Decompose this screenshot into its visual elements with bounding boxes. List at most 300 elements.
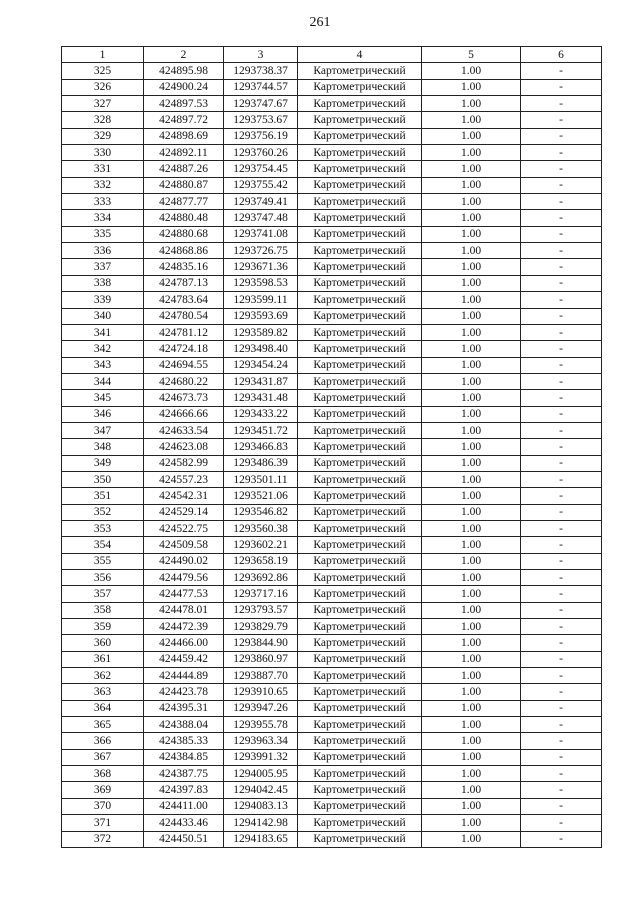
x-coordinate-cell: 424385.33 (144, 733, 224, 749)
method-cell: Картометрический (298, 651, 422, 667)
method-cell: Картометрический (298, 63, 422, 79)
note-cell: - (521, 79, 602, 95)
point-number-cell: 362 (62, 668, 144, 684)
table-row (62, 520, 602, 536)
accuracy-cell: 1.00 (422, 570, 521, 586)
y-coordinate-cell: 1293598.53 (224, 275, 298, 291)
y-coordinate-cell: 1293589.82 (224, 324, 298, 340)
table-row (62, 357, 602, 373)
accuracy-cell: 1.00 (422, 520, 521, 536)
point-number-cell: 372 (62, 831, 144, 847)
accuracy-cell: 1.00 (422, 700, 521, 716)
note-cell: - (521, 700, 602, 716)
note-cell: - (521, 145, 602, 161)
table-row (62, 79, 602, 95)
point-number-cell: 333 (62, 194, 144, 210)
method-cell: Картометрический (298, 259, 422, 275)
table-row (62, 717, 602, 733)
y-coordinate-cell: 1294183.65 (224, 831, 298, 847)
accuracy-cell: 1.00 (422, 471, 521, 487)
header-row (62, 47, 602, 63)
accuracy-cell: 1.00 (422, 373, 521, 389)
point-number-cell: 348 (62, 439, 144, 455)
table-row (62, 831, 602, 847)
x-coordinate-cell: 424633.54 (144, 422, 224, 438)
y-coordinate-cell: 1293501.11 (224, 471, 298, 487)
note-cell: - (521, 161, 602, 177)
table-row (62, 194, 602, 210)
note-cell: - (521, 259, 602, 275)
y-coordinate-cell: 1293692.86 (224, 570, 298, 586)
method-cell: Картометрический (298, 243, 422, 259)
point-number-cell: 332 (62, 177, 144, 193)
method-cell: Картометрический (298, 373, 422, 389)
table-row (62, 668, 602, 684)
table-row (62, 537, 602, 553)
y-coordinate-cell: 1293454.24 (224, 357, 298, 373)
accuracy-cell: 1.00 (422, 63, 521, 79)
method-cell: Картометрический (298, 390, 422, 406)
method-cell: Картометрический (298, 831, 422, 847)
y-coordinate-cell: 1293498.40 (224, 341, 298, 357)
y-coordinate-cell: 1293991.32 (224, 749, 298, 765)
x-coordinate-cell: 424781.12 (144, 324, 224, 340)
table-row (62, 161, 602, 177)
note-cell: - (521, 782, 602, 798)
method-cell: Картометрический (298, 357, 422, 373)
point-number-cell: 340 (62, 308, 144, 324)
note-cell: - (521, 798, 602, 814)
y-coordinate-cell: 1293521.06 (224, 488, 298, 504)
x-coordinate-cell: 424479.56 (144, 570, 224, 586)
point-number-cell: 356 (62, 570, 144, 586)
accuracy-cell: 1.00 (422, 259, 521, 275)
point-number-cell: 325 (62, 63, 144, 79)
note-cell: - (521, 520, 602, 536)
point-number-cell: 357 (62, 586, 144, 602)
accuracy-cell: 1.00 (422, 357, 521, 373)
note-cell: - (521, 275, 602, 291)
table-row (62, 308, 602, 324)
x-coordinate-cell: 424877.77 (144, 194, 224, 210)
x-coordinate-cell: 424724.18 (144, 341, 224, 357)
method-cell: Картометрический (298, 504, 422, 520)
point-number-cell: 367 (62, 749, 144, 765)
table-row (62, 373, 602, 389)
note-cell: - (521, 537, 602, 553)
y-coordinate-cell: 1293754.45 (224, 161, 298, 177)
note-cell: - (521, 373, 602, 389)
y-coordinate-cell: 1293744.57 (224, 79, 298, 95)
note-cell: - (521, 63, 602, 79)
note-cell: - (521, 570, 602, 586)
point-number-cell: 330 (62, 145, 144, 161)
method-cell: Картометрический (298, 324, 422, 340)
note-cell: - (521, 210, 602, 226)
point-number-cell: 368 (62, 766, 144, 782)
x-coordinate-cell: 424397.83 (144, 782, 224, 798)
accuracy-cell: 1.00 (422, 210, 521, 226)
x-coordinate-cell: 424880.48 (144, 210, 224, 226)
method-cell: Картометрический (298, 520, 422, 536)
note-cell: - (521, 651, 602, 667)
method-cell: Картометрический (298, 308, 422, 324)
note-cell: - (521, 684, 602, 700)
column-header: 4 (298, 47, 422, 63)
note-cell: - (521, 112, 602, 128)
point-number-cell: 346 (62, 406, 144, 422)
y-coordinate-cell: 1293747.67 (224, 96, 298, 112)
point-number-cell: 351 (62, 488, 144, 504)
x-coordinate-cell: 424490.02 (144, 553, 224, 569)
accuracy-cell: 1.00 (422, 668, 521, 684)
x-coordinate-cell: 424459.42 (144, 651, 224, 667)
y-coordinate-cell: 1293755.42 (224, 177, 298, 193)
accuracy-cell: 1.00 (422, 586, 521, 602)
point-number-cell: 366 (62, 733, 144, 749)
y-coordinate-cell: 1293599.11 (224, 292, 298, 308)
table-row (62, 210, 602, 226)
x-coordinate-cell: 424680.22 (144, 373, 224, 389)
note-cell: - (521, 619, 602, 635)
y-coordinate-cell: 1293486.39 (224, 455, 298, 471)
x-coordinate-cell: 424898.69 (144, 128, 224, 144)
table-row (62, 586, 602, 602)
point-number-cell: 363 (62, 684, 144, 700)
y-coordinate-cell: 1293433.22 (224, 406, 298, 422)
method-cell: Картометрический (298, 177, 422, 193)
method-cell: Картометрический (298, 684, 422, 700)
method-cell: Картометрический (298, 700, 422, 716)
accuracy-cell: 1.00 (422, 798, 521, 814)
table-row (62, 455, 602, 471)
note-cell: - (521, 668, 602, 684)
method-cell: Картометрический (298, 145, 422, 161)
x-coordinate-cell: 424787.13 (144, 275, 224, 291)
y-coordinate-cell: 1293887.70 (224, 668, 298, 684)
point-number-cell: 326 (62, 79, 144, 95)
method-cell: Картометрический (298, 798, 422, 814)
point-number-cell: 342 (62, 341, 144, 357)
note-cell: - (521, 831, 602, 847)
table-row (62, 700, 602, 716)
x-coordinate-cell: 424472.39 (144, 619, 224, 635)
table-row (62, 815, 602, 831)
accuracy-cell: 1.00 (422, 439, 521, 455)
y-coordinate-cell: 1293955.78 (224, 717, 298, 733)
coordinates-table (61, 46, 602, 848)
accuracy-cell: 1.00 (422, 815, 521, 831)
point-number-cell: 335 (62, 226, 144, 242)
note-cell: - (521, 194, 602, 210)
method-cell: Картометрический (298, 749, 422, 765)
table-row (62, 619, 602, 635)
point-number-cell: 358 (62, 602, 144, 618)
accuracy-cell: 1.00 (422, 749, 521, 765)
point-number-cell: 370 (62, 798, 144, 814)
method-cell: Картометрический (298, 537, 422, 553)
table-header (62, 47, 602, 63)
y-coordinate-cell: 1293593.69 (224, 308, 298, 324)
accuracy-cell: 1.00 (422, 275, 521, 291)
y-coordinate-cell: 1293602.21 (224, 537, 298, 553)
table-row (62, 782, 602, 798)
x-coordinate-cell: 424887.26 (144, 161, 224, 177)
accuracy-cell: 1.00 (422, 308, 521, 324)
accuracy-cell: 1.00 (422, 537, 521, 553)
method-cell: Картометрический (298, 112, 422, 128)
point-number-cell: 361 (62, 651, 144, 667)
y-coordinate-cell: 1293793.57 (224, 602, 298, 618)
point-number-cell: 369 (62, 782, 144, 798)
method-cell: Картометрический (298, 275, 422, 291)
table-row (62, 749, 602, 765)
accuracy-cell: 1.00 (422, 651, 521, 667)
accuracy-cell: 1.00 (422, 226, 521, 242)
x-coordinate-cell: 424900.24 (144, 79, 224, 95)
note-cell: - (521, 749, 602, 765)
note-cell: - (521, 455, 602, 471)
column-header: 3 (224, 47, 298, 63)
accuracy-cell: 1.00 (422, 292, 521, 308)
table-row (62, 651, 602, 667)
method-cell: Картометрический (298, 128, 422, 144)
accuracy-cell: 1.00 (422, 161, 521, 177)
table-row (62, 145, 602, 161)
x-coordinate-cell: 424880.68 (144, 226, 224, 242)
note-cell: - (521, 308, 602, 324)
accuracy-cell: 1.00 (422, 341, 521, 357)
y-coordinate-cell: 1293431.87 (224, 373, 298, 389)
x-coordinate-cell: 424450.51 (144, 831, 224, 847)
accuracy-cell: 1.00 (422, 390, 521, 406)
table-row (62, 602, 602, 618)
point-number-cell: 344 (62, 373, 144, 389)
y-coordinate-cell: 1293658.19 (224, 553, 298, 569)
x-coordinate-cell: 424897.72 (144, 112, 224, 128)
x-coordinate-cell: 424478.01 (144, 602, 224, 618)
method-cell: Картометрический (298, 602, 422, 618)
method-cell: Картометрический (298, 96, 422, 112)
method-cell: Картометрический (298, 766, 422, 782)
note-cell: - (521, 422, 602, 438)
x-coordinate-cell: 424835.16 (144, 259, 224, 275)
method-cell: Картометрический (298, 733, 422, 749)
point-number-cell: 364 (62, 700, 144, 716)
note-cell: - (521, 96, 602, 112)
note-cell: - (521, 292, 602, 308)
x-coordinate-cell: 424880.87 (144, 177, 224, 193)
table-row (62, 733, 602, 749)
table-row (62, 112, 602, 128)
x-coordinate-cell: 424868.86 (144, 243, 224, 259)
x-coordinate-cell: 424892.11 (144, 145, 224, 161)
accuracy-cell: 1.00 (422, 243, 521, 259)
method-cell: Картометрический (298, 161, 422, 177)
accuracy-cell: 1.00 (422, 79, 521, 95)
note-cell: - (521, 177, 602, 193)
point-number-cell: 328 (62, 112, 144, 128)
table-row (62, 504, 602, 520)
note-cell: - (521, 733, 602, 749)
point-number-cell: 336 (62, 243, 144, 259)
point-number-cell: 359 (62, 619, 144, 635)
method-cell: Картометрический (298, 194, 422, 210)
y-coordinate-cell: 1293466.83 (224, 439, 298, 455)
method-cell: Картометрический (298, 717, 422, 733)
accuracy-cell: 1.00 (422, 324, 521, 340)
accuracy-cell: 1.00 (422, 619, 521, 635)
point-number-cell: 347 (62, 422, 144, 438)
table-row (62, 766, 602, 782)
accuracy-cell: 1.00 (422, 602, 521, 618)
y-coordinate-cell: 1293560.38 (224, 520, 298, 536)
point-number-cell: 329 (62, 128, 144, 144)
point-number-cell: 353 (62, 520, 144, 536)
table-row (62, 553, 602, 569)
x-coordinate-cell: 424423.78 (144, 684, 224, 700)
y-coordinate-cell: 1293910.65 (224, 684, 298, 700)
table-row (62, 635, 602, 651)
table-row (62, 406, 602, 422)
point-number-cell: 337 (62, 259, 144, 275)
method-cell: Картометрический (298, 488, 422, 504)
accuracy-cell: 1.00 (422, 766, 521, 782)
note-cell: - (521, 390, 602, 406)
table-row (62, 177, 602, 193)
method-cell: Картометрический (298, 668, 422, 684)
point-number-cell: 360 (62, 635, 144, 651)
note-cell: - (521, 586, 602, 602)
y-coordinate-cell: 1293671.36 (224, 259, 298, 275)
note-cell: - (521, 717, 602, 733)
point-number-cell: 343 (62, 357, 144, 373)
accuracy-cell: 1.00 (422, 194, 521, 210)
point-number-cell: 350 (62, 471, 144, 487)
x-coordinate-cell: 424522.75 (144, 520, 224, 536)
accuracy-cell: 1.00 (422, 488, 521, 504)
table-row (62, 684, 602, 700)
column-header: 6 (521, 47, 602, 63)
y-coordinate-cell: 1293749.41 (224, 194, 298, 210)
table-row (62, 439, 602, 455)
table-row (62, 341, 602, 357)
table-row (62, 259, 602, 275)
x-coordinate-cell: 424542.31 (144, 488, 224, 504)
note-cell: - (521, 488, 602, 504)
accuracy-cell: 1.00 (422, 684, 521, 700)
method-cell: Картометрический (298, 341, 422, 357)
accuracy-cell: 1.00 (422, 733, 521, 749)
y-coordinate-cell: 1293546.82 (224, 504, 298, 520)
y-coordinate-cell: 1293431.48 (224, 390, 298, 406)
x-coordinate-cell: 424673.73 (144, 390, 224, 406)
x-coordinate-cell: 424411.00 (144, 798, 224, 814)
table-row (62, 488, 602, 504)
accuracy-cell: 1.00 (422, 553, 521, 569)
accuracy-cell: 1.00 (422, 96, 521, 112)
note-cell: - (521, 357, 602, 373)
y-coordinate-cell: 1293760.26 (224, 145, 298, 161)
x-coordinate-cell: 424557.23 (144, 471, 224, 487)
x-coordinate-cell: 424666.66 (144, 406, 224, 422)
page-number: 261 (309, 15, 331, 30)
method-cell: Картометрический (298, 226, 422, 242)
table-body (62, 63, 602, 848)
table-row (62, 243, 602, 259)
note-cell: - (521, 243, 602, 259)
point-number-cell: 349 (62, 455, 144, 471)
x-coordinate-cell: 424897.53 (144, 96, 224, 112)
y-coordinate-cell: 1293844.90 (224, 635, 298, 651)
note-cell: - (521, 815, 602, 831)
accuracy-cell: 1.00 (422, 112, 521, 128)
table-row (62, 96, 602, 112)
note-cell: - (521, 324, 602, 340)
point-number-cell: 339 (62, 292, 144, 308)
note-cell: - (521, 504, 602, 520)
y-coordinate-cell: 1293829.79 (224, 619, 298, 635)
note-cell: - (521, 766, 602, 782)
x-coordinate-cell: 424582.99 (144, 455, 224, 471)
y-coordinate-cell: 1293738.37 (224, 63, 298, 79)
point-number-cell: 354 (62, 537, 144, 553)
accuracy-cell: 1.00 (422, 831, 521, 847)
accuracy-cell: 1.00 (422, 406, 521, 422)
note-cell: - (521, 406, 602, 422)
accuracy-cell: 1.00 (422, 455, 521, 471)
accuracy-cell: 1.00 (422, 128, 521, 144)
x-coordinate-cell: 424477.53 (144, 586, 224, 602)
accuracy-cell: 1.00 (422, 782, 521, 798)
column-header: 1 (62, 47, 144, 63)
y-coordinate-cell: 1294083.13 (224, 798, 298, 814)
note-cell: - (521, 439, 602, 455)
x-coordinate-cell: 424395.31 (144, 700, 224, 716)
y-coordinate-cell: 1293963.34 (224, 733, 298, 749)
x-coordinate-cell: 424388.04 (144, 717, 224, 733)
y-coordinate-cell: 1293756.19 (224, 128, 298, 144)
table-row (62, 422, 602, 438)
note-cell: - (521, 226, 602, 242)
method-cell: Картометрический (298, 439, 422, 455)
accuracy-cell: 1.00 (422, 145, 521, 161)
method-cell: Картометрический (298, 455, 422, 471)
point-number-cell: 371 (62, 815, 144, 831)
note-cell: - (521, 128, 602, 144)
note-cell: - (521, 602, 602, 618)
method-cell: Картометрический (298, 586, 422, 602)
y-coordinate-cell: 1293741.08 (224, 226, 298, 242)
point-number-cell: 327 (62, 96, 144, 112)
y-coordinate-cell: 1293717.16 (224, 586, 298, 602)
point-number-cell: 331 (62, 161, 144, 177)
point-number-cell: 352 (62, 504, 144, 520)
table-row (62, 292, 602, 308)
method-cell: Картометрический (298, 782, 422, 798)
x-coordinate-cell: 424384.85 (144, 749, 224, 765)
x-coordinate-cell: 424387.75 (144, 766, 224, 782)
point-number-cell: 334 (62, 210, 144, 226)
method-cell: Картометрический (298, 79, 422, 95)
accuracy-cell: 1.00 (422, 504, 521, 520)
x-coordinate-cell: 424780.54 (144, 308, 224, 324)
x-coordinate-cell: 424444.89 (144, 668, 224, 684)
table-row (62, 324, 602, 340)
y-coordinate-cell: 1293451.72 (224, 422, 298, 438)
x-coordinate-cell: 424623.08 (144, 439, 224, 455)
table-row (62, 570, 602, 586)
